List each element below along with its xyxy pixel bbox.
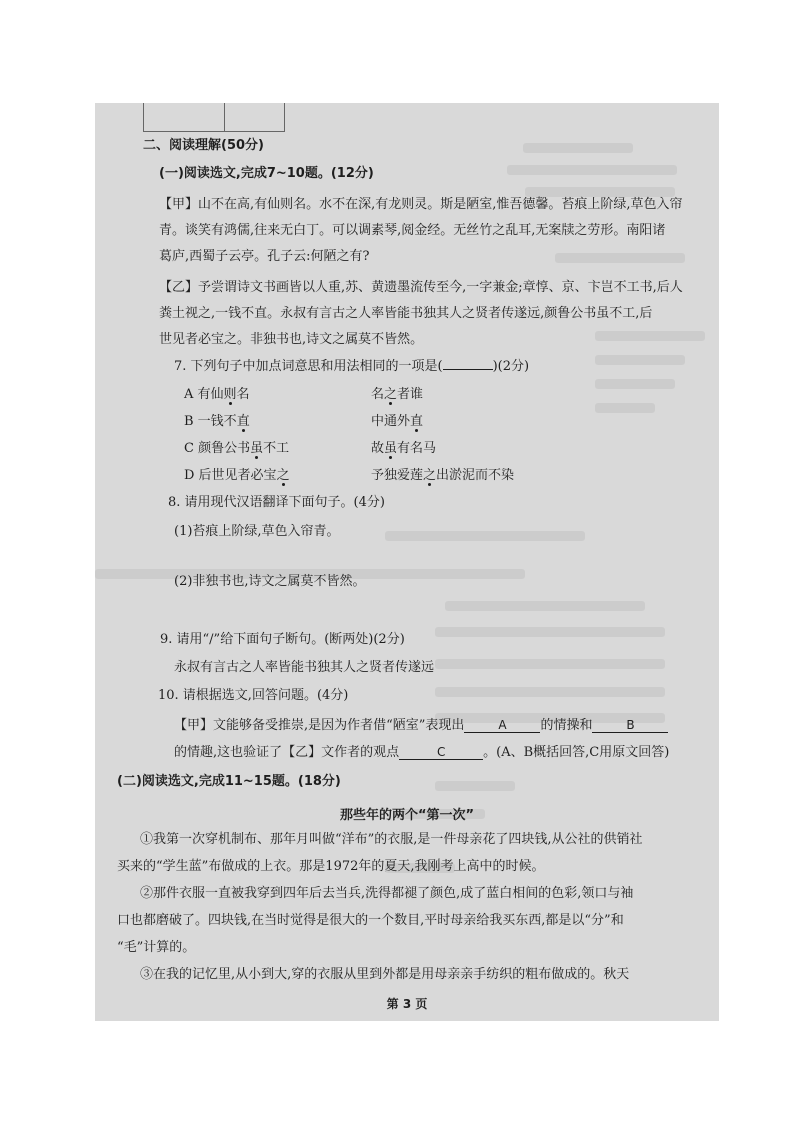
passage-yi-line: 【乙】予尝谓诗文书画皆以人重,苏、黄遗墨流传至今,一字兼金;章惇、京、卞岂不工书,后人 [159,280,683,295]
passage-yi-line: 粪土视之,一钱不直。永叔有言古之人率皆能书独其人之贤者传遂远,颜鲁公书虽不工,后 [159,306,653,321]
passage-jia-line: 【甲】山不在高,有仙则名。水不在深,有龙则灵。斯是陋室,惟吾德馨。苔痕上阶绿,草色入帘 [159,197,683,212]
part-one-heading: (一)阅读选文,完成7~10题。(12分) [159,166,374,181]
article-paragraph-line: “毛”计算的。 [117,940,196,955]
page-number: 第 3 页 [386,997,428,1011]
part-two-heading: (二)阅读选文,完成11~15题。(18分) [117,774,341,789]
article-paragraph-line: ③在我的记忆里,从小到大,穿的衣服从里到外都是用母亲亲手纺织的粗布做成的。秋天 [140,967,630,982]
passage-jia-line: 青。谈笑有鸿儒,往来无白丁。可以调素琴,阅金经。无丝竹之乱耳,无案牍之劳形。南阳诸 [159,223,666,238]
q8-sentence-2: (2)非独书也,诗文之属莫不皆然。 [174,574,366,589]
q7-option-d-right: 予独爱莲之出淤泥而不染 [371,468,515,483]
q7-answer-blank[interactable] [443,369,493,370]
q7-option-d-left: D 后世见者必宝之 [184,468,290,483]
passage-yi-line: 世见者必宝之。非独书也,诗文之属莫不皆然。 [159,332,424,347]
section-two-heading: 二、阅读理解(50分) [143,138,264,153]
q10-blank-c[interactable]: C [399,745,483,760]
q7-option-a-left: A 有仙则名 [184,387,250,402]
q8-stem: 8. 请用现代汉语翻译下面句子。(4分) [168,495,385,510]
q9-sentence: 永叔有言古之人率皆能书独其人之贤者传遂远 [174,660,435,675]
q10-line-1: 【甲】文能够备受推崇,是因为作者借“陋室”表现出 A 的情操和 B [174,717,668,735]
article-paragraph-line: ②那件衣服一直被我穿到四年后去当兵,洗得都褪了颜色,成了蓝白相间的色彩,领口与袖 [140,886,634,901]
article-title: 那些年的两个“第一次” [339,808,475,823]
q9-stem: 9. 请用“/”给下面句子断句。(断两处)(2分) [160,632,405,647]
exam-page [95,103,719,1021]
q7-option-b-left: B 一钱不直 [184,414,250,429]
passage-jia-line: 葛庐,西蜀子云亭。孔子云:何陋之有? [159,249,370,264]
q10-blank-b[interactable]: B [592,718,668,733]
q7-option-c-right: 故虽有名马 [371,441,437,456]
article-paragraph-line: 口也都磨破了。四块钱,在当时觉得是很大的一个数目,平时母亲给我买东西,都是以“分”和 [117,913,624,928]
q10-blank-a[interactable]: A [464,718,540,733]
article-paragraph-line: 买来的“学生蓝”布做成的上衣。那是1972年的夏天,我刚考上高中的时候。 [117,859,545,874]
article-paragraph-line: ①我第一次穿机制布、那年月叫做“洋布”的衣服,是一件母亲花了四块钱,从公社的供销社 [140,832,643,847]
q7-stem: 7. 下列句子中加点词意思和用法相同的一项是( )(2分) [174,359,530,374]
q7-option-b-right: 中通外直 [371,414,424,429]
q8-sentence-1: (1)苔痕上阶绿,草色入帘青。 [174,524,340,539]
bleed-through-text [535,103,719,1021]
score-box [143,103,285,132]
q10-line-2: 的情趣,这也验证了【乙】文作者的观点 C 。(A、B概括回答,C用原文回答) [174,745,670,760]
q7-option-a-right: 名之者谁 [371,387,424,402]
q10-stem: 10. 请根据选文,回答问题。(4分) [158,688,349,703]
q7-option-c-left: C 颜鲁公书虽不工 [184,441,290,456]
